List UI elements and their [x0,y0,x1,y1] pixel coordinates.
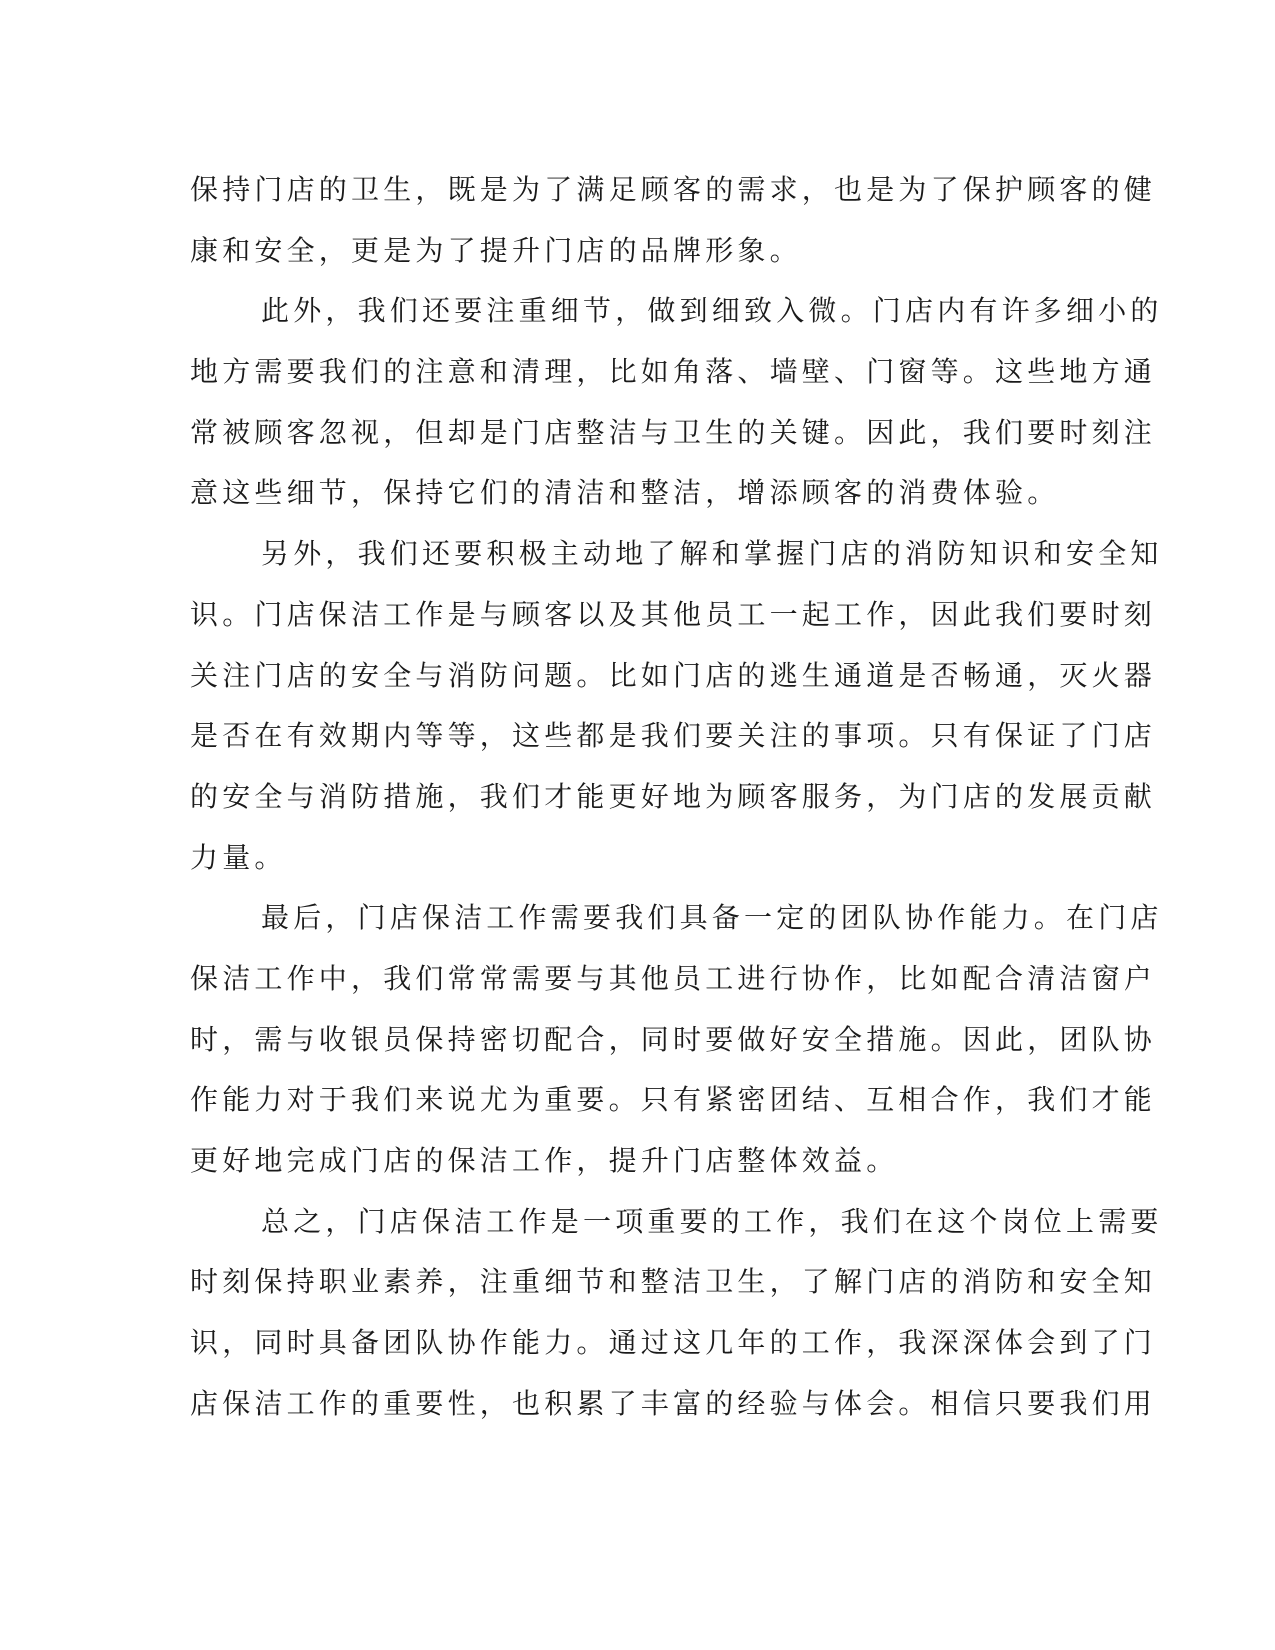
text-line: 力量。 [190,840,287,874]
text-line: 地方需要我们的注意和清理，比如角落、墙壁、门窗等。这些地方通 [190,355,1157,389]
text-line: 最后，门店保洁工作需要我们具备一定的团队协作能力。在门店 [261,901,1163,935]
text-line: 保持门店的卫生，既是为了满足顾客的需求，也是为了保护顾客的健 [190,173,1157,206]
paragraph-5 [190,1192,1163,1435]
text-line: 此外，我们还要注重细节，做到细致入微。门店内有许多细小的 [261,294,1163,328]
text-line: 是否在有效期内等等，这些都是我们要关注的事项。只有保证了门店 [190,719,1157,753]
text-line: 的安全与消防措施，我们才能更好地为顾客服务，为门店的发展贡献 [190,779,1157,813]
text-line: 总之，门店保洁工作是一项重要的工作，我们在这个岗位上需要 [261,1204,1163,1238]
text-line: 时刻保持职业素养，注重细节和整洁卫生，了解门店的消防和安全知 [190,1265,1157,1299]
document-body [190,160,1163,1434]
text-line: 时，需与收银员保持密切配合，同时要做好安全措施。因此，团队协 [190,1022,1157,1056]
text-line: 店保洁工作的重要性，也积累了丰富的经验与体会。相信只要我们用 [190,1386,1157,1420]
paragraph-2 [190,281,1163,524]
text-line: 常被顾客忽视，但却是门店整洁与卫生的关键。因此，我们要时刻注 [190,415,1157,449]
text-line: 另外，我们还要积极主动地了解和掌握门店的消防知识和安全知 [261,537,1163,571]
text-line: 康和安全，更是为了提升门店的品牌形象。 [190,233,802,267]
paragraph-3 [190,524,1163,888]
text-line: 关注门店的安全与消防问题。比如门店的逃生通道是否畅通，灭火器 [190,658,1157,692]
text-line: 保洁工作中，我们常常需要与其他员工进行协作，比如配合清洁窗户 [190,961,1157,995]
paragraph-4 [190,888,1163,1191]
text-line: 更好地完成门店的保洁工作，提升门店整体效益。 [190,1144,899,1177]
text-line: 识。门店保洁工作是与顾客以及其他员工一起工作，因此我们要时刻 [190,597,1157,631]
text-line: 作能力对于我们来说尤为重要。只有紧密团结、互相合作，我们才能 [190,1083,1157,1117]
text-line: 识，同时具备团队协作能力。通过这几年的工作，我深深体会到了门 [190,1326,1157,1360]
text-line: 意这些细节，保持它们的清洁和整洁，增添顾客的消费体验。 [190,476,1060,510]
paragraph-1 [190,160,1157,281]
